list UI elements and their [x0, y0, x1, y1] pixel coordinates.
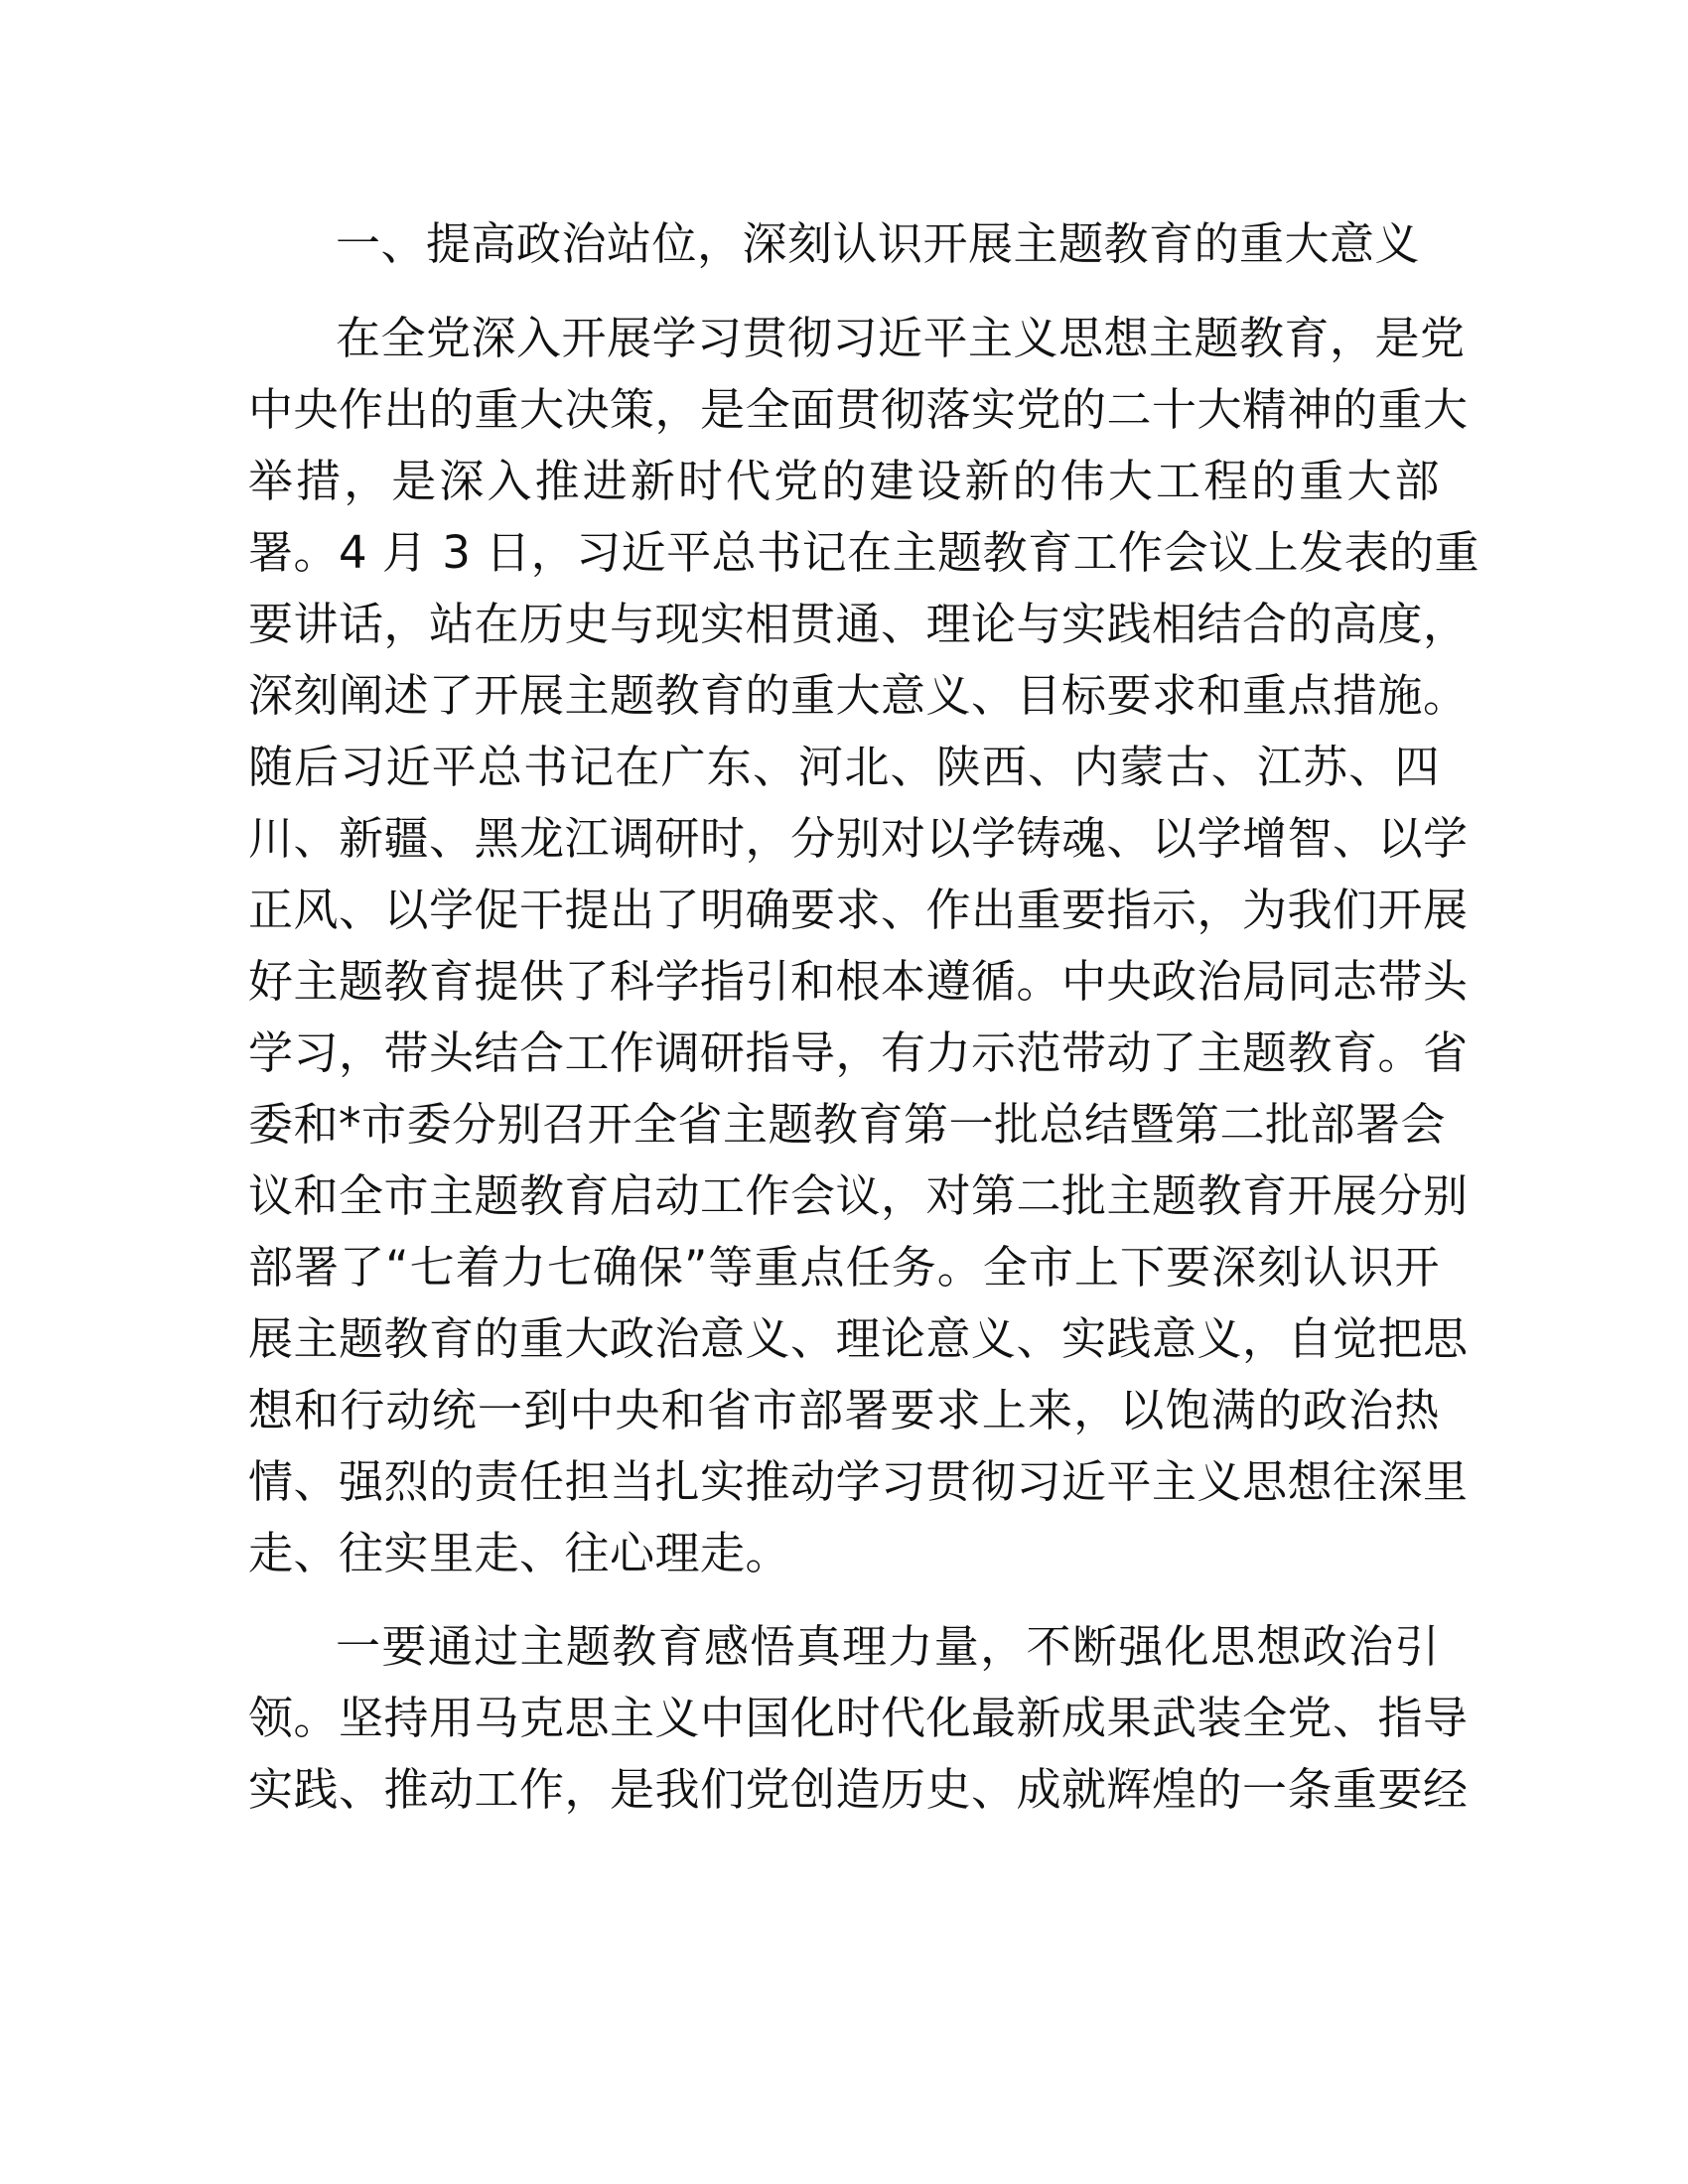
paragraph-line: 实践、推动工作，是我们党创造历史、成就辉煌的一条重要经: [248, 1763, 1469, 1816]
paragraph-line: 领。坚持用马克思主义中国化时代化最新成果武装全党、指导: [248, 1692, 1469, 1744]
paragraph-line: 在全党深入开展学习贯彻习近平主义思想主题教育，是党: [336, 312, 1466, 364]
paragraph-line: 中央作出的重大决策，是全面贯彻落实党的二十大精神的重大: [248, 383, 1469, 436]
section-heading: 一、提高政治站位，深刻认识开展主题教育的重大意义: [336, 217, 1421, 270]
paragraph-line: 情、强烈的责任担当扎实推动学习贯彻习近平主义思想往深里: [248, 1455, 1469, 1508]
paragraph-line: 学习，带头结合工作调研指导，有力示范带动了主题教育。省: [248, 1026, 1469, 1079]
paragraph-line: 随后习近平总书记在广东、河北、陕西、内蒙古、江苏、四: [248, 741, 1440, 793]
paragraph-line: 好主题教育提供了科学指引和根本遵循。中央政治局同志带头: [248, 955, 1469, 1008]
paragraph-line: 委和*市委分别召开全省主题教育第一批总结暨第二批部署会: [248, 1098, 1447, 1151]
paragraph-line: 要讲话，站在历史与现实相贯通、理论与实践相结合的高度，: [248, 598, 1469, 650]
paragraph-line: 想和行动统一到中央和省市部署要求上来，以饱满的政治热: [248, 1384, 1440, 1436]
paragraph-line: 部署了“七着力七确保”等重点任务。全市上下要深刻认识开: [248, 1241, 1440, 1294]
paragraph-line: 深刻阐述了开展主题教育的重大意义、目标要求和重点措施。: [248, 669, 1469, 722]
paragraph-line: 议和全市主题教育启动工作会议，对第二批主题教育开展分别: [248, 1169, 1469, 1222]
paragraph-line: 走、往实里走、往心理走。: [248, 1527, 791, 1579]
paragraph-line: 展主题教育的重大政治意义、理论意义、实践意义，自觉把思: [248, 1312, 1469, 1365]
paragraph-line: 川、新疆、黑龙江调研时，分别对以学铸魂、以学增智、以学: [248, 812, 1469, 865]
paragraph-line: 举措，是深入推进新时代党的建设新的伟大工程的重大部: [248, 455, 1440, 507]
paragraph-line: 署。4 月 3 日，习近平总书记在主题教育工作会议上发表的重: [248, 526, 1480, 579]
paragraph-line: 一要通过主题教育感悟真理力量，不断强化思想政治引: [336, 1620, 1440, 1673]
paragraph-line: 正风、以学促干提出了明确要求、作出重要指示，为我们开展: [248, 884, 1469, 936]
